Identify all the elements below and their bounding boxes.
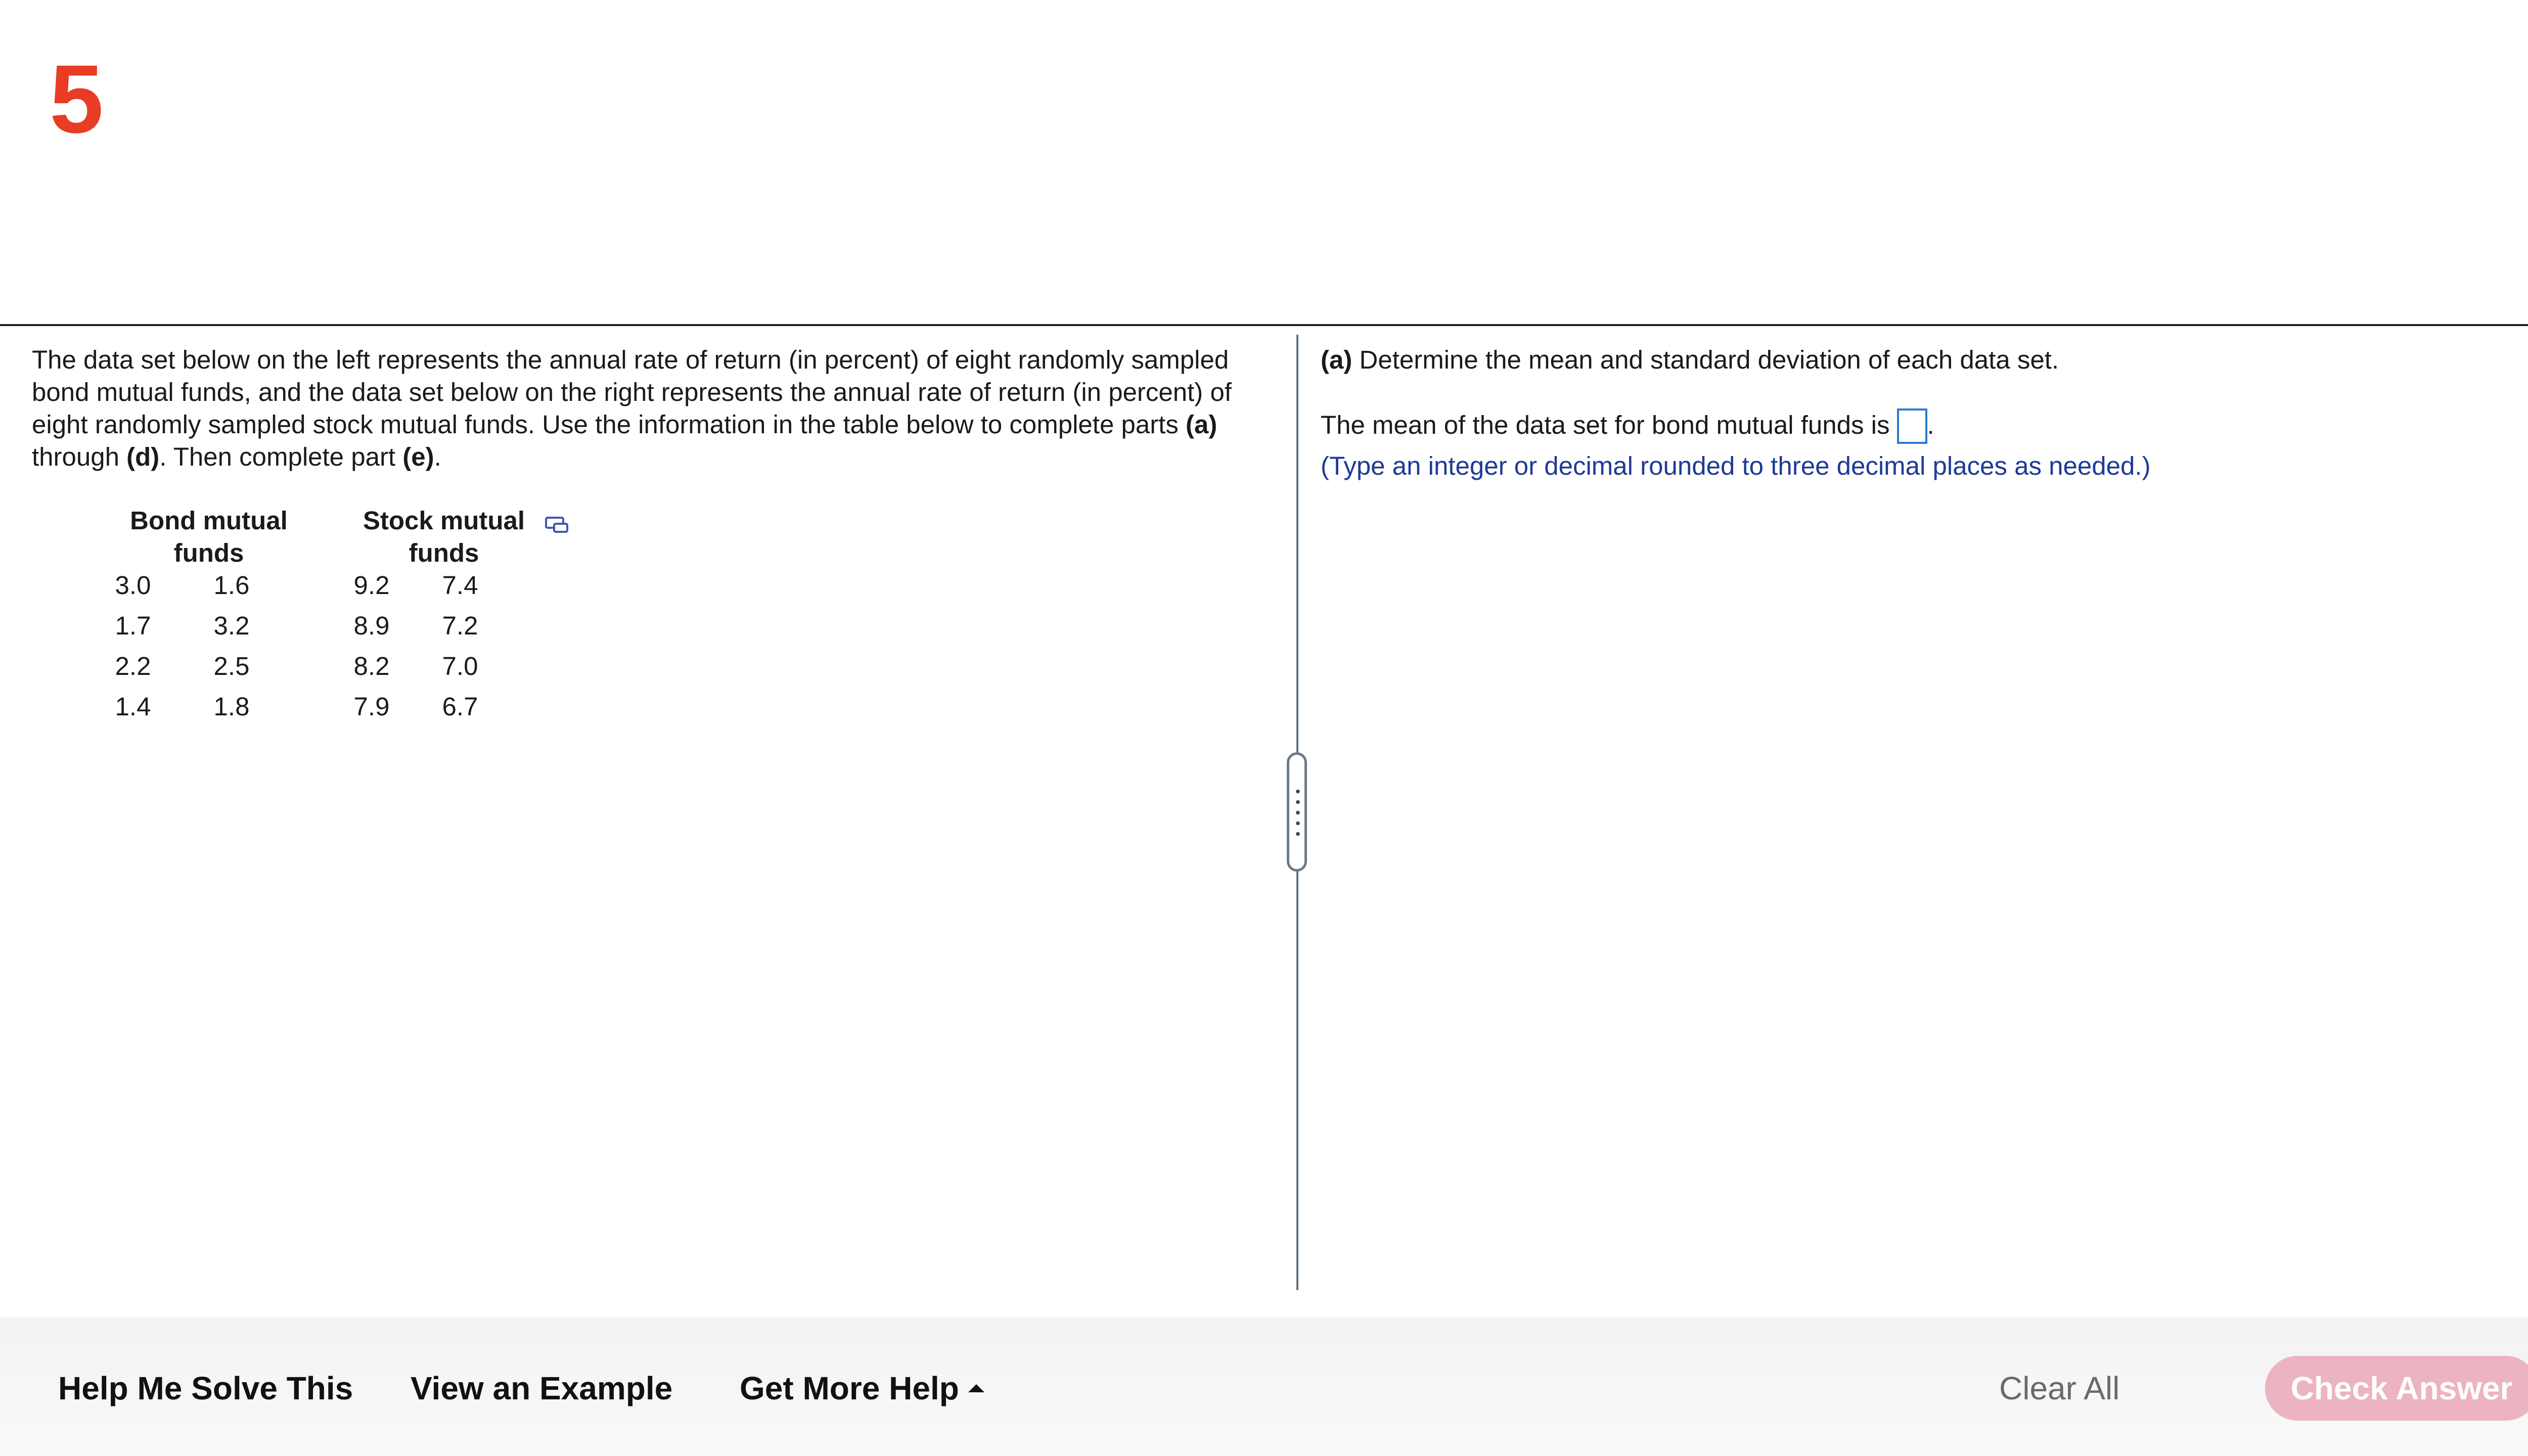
pane-resize-handle[interactable] [1287,752,1307,872]
table-cell: 2.2 [115,652,151,680]
answer-prompt: The mean of the data set for bond mutual funds is [1321,411,1890,439]
part-a-text: Determine the mean and standard deviation of each data set. [1352,345,2059,374]
get-more-help-button[interactable] [740,1369,984,1407]
table-cell: 1.6 [213,571,250,600]
table-cell: 9.2 [353,571,390,600]
bond-mean-answer-input[interactable] [1897,408,1927,444]
table-cell: 3.0 [115,571,151,600]
intro-text-1: The data set below on the left represents the annual rate of return (in percent) of eight randomly sampled bond mutual funds, and the data set below on the right represents the annual rate of return (in percent) of eight randomly sampled stock mutual funds. Use the information in the table below to complete parts [32,345,1232,439]
bond-header-line2: funds [173,538,244,567]
clear-all-button[interactable]: Clear All [1999,1370,2120,1406]
table-cell: 8.9 [353,611,390,640]
stock-header-line2: funds [409,538,479,567]
part-a-heading [1321,344,2528,376]
intro-bold-a: (a) [1186,410,1217,439]
bond-funds-header [98,505,320,569]
table-cell: 7.0 [442,652,478,680]
stock-header-line1: Stock mutual [363,506,525,535]
footer-toolbar [0,1317,2528,1456]
question-intro [32,344,1266,473]
part-a-label: (a) [1321,345,1352,374]
intro-text-4: . [434,442,441,471]
question-pane [32,344,1266,721]
table-cell: 8.2 [353,652,390,680]
table-cell: 3.2 [213,611,250,640]
header-divider [0,324,2528,326]
table-cell: 1.4 [115,692,151,721]
table-cell: 7.4 [442,571,478,600]
intro-text-2: through [32,442,127,471]
check-answer-button[interactable]: Check Answer [2265,1356,2528,1421]
copy-to-clipboard-icon[interactable] [545,515,569,535]
question-number: 5 [50,44,104,153]
table-cell: 1.8 [213,692,250,721]
view-example-button[interactable]: View an Example [411,1370,673,1406]
table-cell: 1.7 [115,611,151,640]
intro-text-3: . Then complete part [159,442,403,471]
table-cell: 7.9 [353,692,390,721]
stock-funds-header [320,505,568,569]
bond-header-line1: Bond mutual [130,506,288,535]
table-cell: 2.5 [213,652,250,680]
caret-up-icon [968,1384,984,1392]
intro-bold-e: (e) [402,442,434,471]
grip-dots-icon [1296,786,1300,839]
answer-hint: (Type an integer or decimal rounded to three decimal places as needed.) [1321,451,2151,480]
answer-suffix: . [1927,411,1934,439]
get-more-help-label: Get More Help [740,1370,959,1406]
table-cell: 7.2 [442,611,478,640]
answer-prompt-line [1321,408,2528,444]
table-cell: 6.7 [442,692,478,721]
answer-pane [1321,344,2528,482]
help-me-solve-button[interactable]: Help Me Solve This [58,1370,353,1406]
intro-bold-d: (d) [126,442,160,471]
